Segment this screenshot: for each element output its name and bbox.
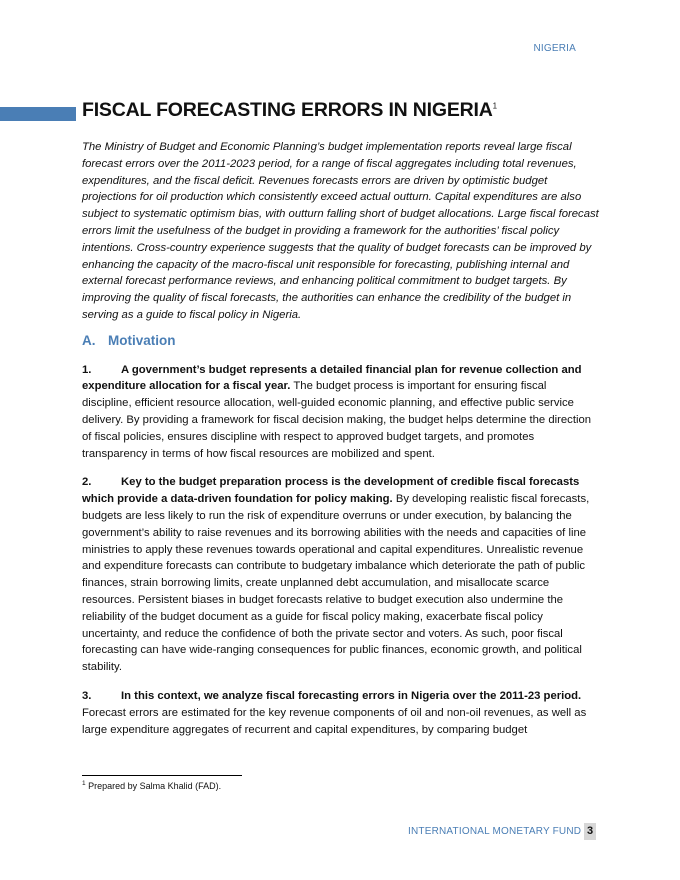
running-header: NIGERIA [533,43,576,54]
paragraph-body: By developing realistic fiscal forecasts, budgets are less likely to run the risk of expenditure overruns or under execution, by balancing the government’s ability to raise revenues and its borrowing abilities with the needs and capacities of line ministries to apply these revenues towards operational and capital expenditures. Unrealistic revenue and expenditure forecasts can contribute to budgetary imbalance which deteriorate the path of public finances, strain borrowing limits, create unplanned debt accumulation, and misallocate scarce resources. Persistent biases in budget forecasts relative to budget execution also undermine the reliability of the budget document as a guide for fiscal policy making, exacerbate fiscal policy uncertainty, and reduce the confidence of both the private sector and voters. As such, poor fiscal forecasting can have wide-ranging consequences for public finances, economic growth, and political stability. [82,493,590,674]
paragraph-1 [82,362,599,463]
section-letter: A. [82,332,96,348]
paragraph-lead: In this context, we analyze fiscal forecasting errors in Nigeria over the 2011-23 period. [121,689,582,702]
section-heading [82,333,599,350]
title-accent-bar [0,107,76,121]
paragraph-number: 1. [82,363,92,376]
paragraph-2 [82,474,599,676]
page-title-text: FISCAL FORECASTING ERRORS IN NIGERIA [82,99,493,121]
title-footnote-marker: 1 [492,101,497,111]
footnote-divider [82,775,242,776]
paragraph-lead: A government’s budget represents a detailed financial plan for revenue collection and expenditure allocation for a fiscal year. [82,363,582,393]
page-number: 3 [584,823,596,840]
paragraph-number: 2. [82,476,92,489]
paragraph-3 [82,688,599,738]
abstract: The Ministry of Budget and Economic Planning’s budget implementation reports reveal large fiscal forecast errors over the 2011-2023 period, for a range of fiscal aggregates including total revenues, expenditures, and the fiscal deficit. Revenues forecasts errors are driven by optimistic budget projections for oil production which consistently exceed actual outturn. Capital expenditures are also subject to systematic optimism bias, with outturn falling short of budget allocations. Large fiscal forecast errors limit the usefulness of the budget in providing a framework for the authorities’ fiscal policy intentions. Cross-country experience suggests that the quality of budget forecasts can be improved by enhancing the capacity of the macro-fiscal unit responsible for forecasting, publishing internal and external forecast performance reviews, and enhancing political commitment to budget targets. By improving the quality of fiscal forecasts, the authorities can enhance the credibility of the budget in serving as a guide to fiscal policy in Nigeria. [82,141,599,321]
footer-publisher: INTERNATIONAL MONETARY FUND [408,826,582,837]
paragraph-number: 3. [82,689,92,702]
paragraph-body: Forecast errors are estimated for the key revenue components of oil and non-oil revenues, as well as large expenditure aggregates of recurrent and capital expenditures, by comparing budget [82,706,587,736]
footnote [82,780,221,791]
section-title: Motivation [108,332,176,348]
main-content [82,139,599,750]
paragraph-lead: Key to the budget preparation process is the development of credible fiscal forecasts which provide a data-driven foundation for policy making. [82,476,580,506]
footnote-text: Prepared by Salma Khalid (FAD). [85,781,222,791]
paragraph-body: The budget process is important for ensuring fiscal discipline, efficient resource allocation, well-guided economic planning, and effective public service delivery. By providing a framework for fiscal decision making, the budget helps determine the direction of fiscal policies, ensures discipline with respect to approved budget targets, and promotes transparency in terms of how fiscal resources are mobilized and spent. [82,380,592,460]
footnote-marker: 1 [82,780,86,787]
page-title [82,99,497,122]
